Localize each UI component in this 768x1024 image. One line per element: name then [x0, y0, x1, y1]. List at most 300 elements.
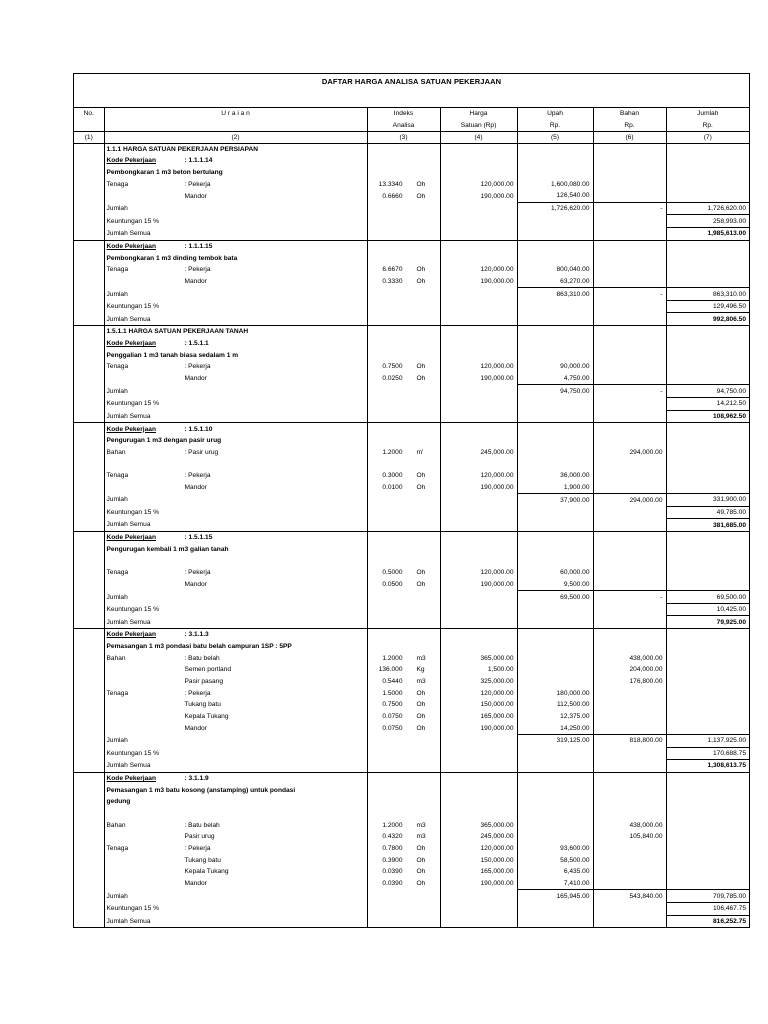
profit-label: Keuntungan 15 %: [104, 300, 367, 313]
item-price: 245,000.00: [440, 831, 517, 843]
grand-total-row: [74, 519, 749, 532]
item-index: [367, 579, 440, 591]
item-price: 165,000.00: [440, 711, 517, 723]
item-price: 120,000.00: [440, 264, 517, 276]
item-name: Mandor: [184, 581, 207, 589]
item-index: [367, 722, 440, 734]
item-row: [74, 854, 749, 866]
grand-total-row: [74, 760, 749, 773]
item-upah: [517, 652, 593, 664]
item-upah: 58,500.00: [517, 854, 593, 866]
item-group: Bahan: [106, 821, 126, 829]
unit-value: m3: [416, 833, 426, 841]
item-price: 150,000.00: [440, 699, 517, 711]
subtotal-bahan: -: [593, 202, 666, 215]
item-price: 190,000.00: [440, 190, 517, 202]
item-name: : Pasir urug: [184, 448, 219, 456]
grand-total-value: 1,985,613.00: [666, 227, 749, 240]
profit-value: 14,212.50: [666, 397, 749, 410]
item-price: 325,000.00: [440, 676, 517, 688]
index-value: 0.0500: [382, 581, 403, 589]
index-value: 0.0100: [382, 484, 403, 491]
item-name: : Pekerja: [184, 472, 211, 480]
index-value: 0.5000: [382, 569, 403, 577]
subtotal-upah: 319,125.00: [517, 734, 593, 747]
item-price: 190,000.00: [440, 878, 517, 890]
header-no: No.: [83, 110, 94, 118]
header-indeks: Indeks: [367, 108, 440, 120]
item-description: [104, 819, 367, 831]
profit-value: 49,785.00: [666, 506, 749, 519]
profit-value: 129,496.50: [666, 300, 749, 313]
col-num: (7): [666, 131, 749, 143]
subtotal-label: Jumlah: [104, 385, 367, 398]
document-title: DAFTAR HARGA ANALISA SATUAN PEKERJAAN: [321, 77, 502, 86]
item-bahan: [593, 579, 666, 591]
item-index: [367, 481, 440, 493]
item-upah: 1,600,080.00: [517, 178, 593, 190]
subtotal-row: [74, 202, 749, 215]
item-price: 365,000.00: [440, 819, 517, 831]
item-description: [104, 711, 367, 723]
index-value: 136.000: [378, 666, 403, 674]
description-row: [74, 349, 749, 361]
subtotal-bahan: 543,840.00: [593, 890, 666, 903]
unit-value: Oh: [416, 363, 426, 371]
subtotal-upah: 69,500.00: [517, 591, 593, 604]
subtotal-bahan: 818,800.00: [593, 734, 666, 747]
item-index: [367, 878, 440, 890]
item-description: [104, 831, 367, 843]
item-index: [367, 555, 440, 567]
item-name: Pasir pasang: [184, 678, 223, 685]
grand-total-label: Jumlah Semua: [104, 616, 367, 629]
item-row: [74, 264, 749, 276]
item-upah: [517, 664, 593, 676]
item-row: [74, 190, 749, 202]
subtotal-row: [74, 288, 749, 301]
item-name: Mandor: [184, 484, 207, 491]
header-upah-sub: Rp.: [517, 120, 593, 132]
unit-value: m3: [416, 678, 426, 685]
item-row: [74, 458, 749, 470]
item-name: : Pekerja: [184, 180, 211, 188]
kode-label: Kode Pekerjaan: [106, 340, 156, 348]
title-row: [74, 74, 749, 108]
grand-total-row: [74, 616, 749, 629]
header-row-2: [74, 120, 749, 132]
kode-row: [74, 338, 749, 350]
profit-row: [74, 506, 749, 519]
kode-row: [74, 155, 749, 167]
item-row: [74, 878, 749, 890]
item-price: 120,000.00: [440, 361, 517, 373]
subtotal-row: [74, 385, 749, 398]
item-bahan: [593, 699, 666, 711]
item-price: 190,000.00: [440, 481, 517, 493]
kode-row: [74, 423, 749, 435]
item-name: Semen portland: [184, 666, 232, 674]
profit-row: [74, 603, 749, 616]
col-num: (3): [367, 131, 440, 143]
index-value: 0.0750: [382, 724, 403, 732]
unit-value: Oh: [416, 581, 426, 589]
item-bahan: [593, 373, 666, 385]
item-price: 120,000.00: [440, 687, 517, 699]
item-description: [104, 878, 367, 890]
kode-row: [74, 629, 749, 641]
description-row: [74, 641, 749, 653]
item-index: [367, 373, 440, 385]
item-group: Tenaga: [106, 569, 129, 577]
kode-value: : 3.1.1.9: [184, 775, 209, 783]
item-description: [104, 470, 367, 482]
unit-value: Oh: [416, 868, 426, 876]
item-upah: [517, 458, 593, 470]
profit-label: Keuntungan 15 %: [104, 603, 367, 616]
subtotal-total: 69,500.00: [666, 591, 749, 604]
item-name: Mandor: [184, 278, 207, 286]
index-value: 0.0390: [382, 868, 403, 876]
item-bahan: [593, 722, 666, 734]
col-num: (5): [517, 131, 593, 143]
kode-value: : 1.5.1.10: [184, 425, 213, 433]
kode-value: : 3.1.1.3: [184, 631, 209, 639]
item-row: [74, 699, 749, 711]
item-bahan: [593, 264, 666, 276]
item-description: [104, 808, 367, 820]
item-price: 190,000.00: [440, 276, 517, 288]
item-bahan: [593, 866, 666, 878]
item-upah: [517, 819, 593, 831]
item-index: [367, 687, 440, 699]
section-row: [74, 143, 749, 155]
item-description: [104, 676, 367, 688]
kode-cell: [104, 338, 367, 350]
subtotal-label: Jumlah: [104, 202, 367, 215]
item-description: [104, 458, 367, 470]
item-index: [367, 843, 440, 855]
index-value: 1.5000: [382, 689, 403, 697]
item-name: Pasir urug: [184, 833, 215, 841]
profit-row: [74, 902, 749, 915]
subtotal-bahan: -: [593, 591, 666, 604]
profit-label: Keuntungan 15 %: [104, 215, 367, 228]
profit-row: [74, 300, 749, 313]
subtotal-row: [74, 890, 749, 903]
item-index: [367, 711, 440, 723]
item-bahan: [593, 687, 666, 699]
subtotal-upah: 1,726,620.00: [517, 202, 593, 215]
item-price: 190,000.00: [440, 373, 517, 385]
profit-row: [74, 747, 749, 760]
profit-value: 258,993.00: [666, 215, 749, 228]
section-title: 1.1.1 HARGA SATUAN PEKERJAAN PERSIAPAN: [104, 143, 367, 155]
kode-label: Kode Pekerjaan: [106, 534, 156, 542]
grand-total-label: Jumlah Semua: [104, 410, 367, 423]
kode-cell: [104, 629, 367, 641]
item-price: 1,500.00: [440, 664, 517, 676]
item-group: Bahan: [106, 654, 126, 662]
item-price: 365,000.00: [440, 652, 517, 664]
item-description: [104, 866, 367, 878]
analysis-sheet: [73, 73, 750, 928]
index-value: 0.7500: [382, 363, 403, 371]
grand-total-row: [74, 915, 749, 927]
kode-row: [74, 532, 749, 544]
column-number-row: [74, 131, 749, 143]
subtotal-label: Jumlah: [104, 494, 367, 507]
subtotal-upah: 165,945.00: [517, 890, 593, 903]
item-row: [74, 470, 749, 482]
item-bahan: [593, 878, 666, 890]
grand-total-label: Jumlah Semua: [104, 519, 367, 532]
item-price: [440, 808, 517, 820]
item-upah: 6,435.00: [517, 866, 593, 878]
header-harga: Harga: [440, 108, 517, 120]
item-row: [74, 361, 749, 373]
item-row: [74, 276, 749, 288]
work-description: Pengurugan 1 m3 dengan pasir urug: [104, 435, 367, 447]
item-description: [104, 481, 367, 493]
item-row: [74, 831, 749, 843]
index-value: 1.2000: [382, 654, 403, 662]
item-description: [104, 373, 367, 385]
item-row: [74, 808, 749, 820]
kode-cell: [104, 772, 367, 784]
item-upah: 7,410.00: [517, 878, 593, 890]
item-group: Tenaga: [106, 689, 129, 697]
kode-cell: [104, 423, 367, 435]
profit-value: 106,467.75: [666, 902, 749, 915]
item-upah: 14,250.00: [517, 722, 593, 734]
description-row: [74, 544, 749, 556]
item-bahan: [593, 178, 666, 190]
item-upah: [517, 555, 593, 567]
item-bahan: [593, 190, 666, 202]
item-bahan: [593, 470, 666, 482]
item-group: Tenaga: [106, 472, 129, 480]
item-upah: 180,000.00: [517, 687, 593, 699]
item-bahan: 105,840.00: [593, 831, 666, 843]
item-index: [367, 808, 440, 820]
item-name: : Batu belah: [184, 821, 220, 829]
item-index: [367, 470, 440, 482]
item-index: [367, 276, 440, 288]
item-description: [104, 652, 367, 664]
unit-value: Oh: [416, 484, 426, 491]
item-upah: 112,500.00: [517, 699, 593, 711]
col-num: (1): [74, 131, 104, 143]
item-row: [74, 866, 749, 878]
item-upah: [517, 676, 593, 688]
kode-label: Kode Pekerjaan: [106, 157, 156, 165]
item-index: [367, 178, 440, 190]
item-bahan: 204,000.00: [593, 664, 666, 676]
item-upah: 60,000.00: [517, 567, 593, 579]
kode-cell: [104, 532, 367, 544]
item-index: [367, 567, 440, 579]
unit-value: Kg: [416, 666, 425, 674]
kode-row: [74, 240, 749, 252]
item-row: [74, 555, 749, 567]
work-description: Pembongkaran 1 m3 beton bertulang: [104, 167, 367, 179]
grand-total-value: 79,925.00: [666, 616, 749, 629]
work-description: Pembongkaran 1 m3 dinding tembok bata: [104, 252, 367, 264]
col-num: (6): [593, 131, 666, 143]
index-value: 0.3900: [382, 856, 403, 864]
subtotal-label: Jumlah: [104, 734, 367, 747]
item-index: [367, 854, 440, 866]
profit-row: [74, 215, 749, 228]
item-description: [104, 687, 367, 699]
header-uraian: U r a i a n: [104, 108, 367, 120]
item-bahan: [593, 458, 666, 470]
item-description: [104, 699, 367, 711]
item-description: [104, 567, 367, 579]
item-index: [367, 699, 440, 711]
item-group: Tenaga: [106, 844, 129, 852]
kode-value: : 1.5.1.15: [184, 534, 213, 542]
price-analysis-table: [74, 108, 749, 927]
unit-value: m3: [416, 654, 426, 662]
subtotal-total: 94,750.00: [666, 385, 749, 398]
profit-label: Keuntungan 15 %: [104, 506, 367, 519]
profit-label: Keuntungan 15 %: [104, 747, 367, 760]
description-row: [74, 796, 749, 808]
item-description: [104, 579, 367, 591]
grand-total-label: Jumlah Semua: [104, 227, 367, 240]
unit-value: Oh: [416, 689, 426, 697]
subtotal-total: 1,726,620.00: [666, 202, 749, 215]
subtotal-total: 331,900.00: [666, 494, 749, 507]
item-bahan: [593, 555, 666, 567]
item-name: Mandor: [184, 375, 207, 383]
item-upah: 4,750.00: [517, 373, 593, 385]
item-row: [74, 711, 749, 723]
item-price: 150,000.00: [440, 854, 517, 866]
item-price: [440, 555, 517, 567]
item-index: [367, 652, 440, 664]
item-bahan: [593, 711, 666, 723]
header-row-1: [74, 108, 749, 120]
unit-value: Oh: [416, 472, 426, 480]
item-row: [74, 567, 749, 579]
item-row: [74, 687, 749, 699]
item-description: [104, 178, 367, 190]
grand-total-value: 1,308,613.75: [666, 760, 749, 773]
description-row: [74, 252, 749, 264]
item-description: [104, 361, 367, 373]
item-row: [74, 481, 749, 493]
profit-row: [74, 397, 749, 410]
header-jumlah: Jumlah: [666, 108, 749, 120]
subtotal-bahan: 294,000.00: [593, 494, 666, 507]
item-index: [367, 831, 440, 843]
item-price: 120,000.00: [440, 178, 517, 190]
description-row: [74, 167, 749, 179]
item-description: [104, 555, 367, 567]
unit-value: Oh: [416, 569, 426, 577]
subtotal-row: [74, 591, 749, 604]
item-name: Mandor: [184, 192, 207, 200]
item-price: 120,000.00: [440, 567, 517, 579]
kode-cell: [104, 240, 367, 252]
description-row: [74, 435, 749, 447]
header-indeks-sub: Analisa: [367, 120, 440, 132]
item-bahan: 438,000.00: [593, 819, 666, 831]
unit-value: Oh: [416, 278, 426, 286]
item-bahan: [593, 808, 666, 820]
subtotal-label: Jumlah: [104, 591, 367, 604]
kode-value: : 1.1.1.15: [184, 242, 213, 250]
item-bahan: [593, 481, 666, 493]
item-group: Bahan: [106, 448, 126, 456]
index-value: 0.4320: [382, 833, 403, 841]
item-row: [74, 664, 749, 676]
unit-value: Oh: [416, 266, 426, 274]
table-body: [74, 143, 749, 927]
item-description: [104, 264, 367, 276]
item-price: 190,000.00: [440, 579, 517, 591]
unit-value: Oh: [416, 880, 426, 888]
item-name: Kepala Tukang: [184, 868, 229, 876]
item-description: [104, 854, 367, 866]
unit-value: m3: [416, 821, 426, 829]
index-value: 0.3000: [382, 472, 403, 480]
item-bahan: [593, 276, 666, 288]
index-value: 0.0750: [382, 712, 403, 720]
item-bahan: 294,000.00: [593, 447, 666, 459]
item-row: [74, 447, 749, 459]
subtotal-total: 1,137,925.00: [666, 734, 749, 747]
work-description: Pemasangan 1 m3 pondasi batu belah campuran 1SP : 5PP: [104, 641, 367, 653]
header-bahan-sub: Rp.: [593, 120, 666, 132]
item-description: [104, 843, 367, 855]
index-value: 0.7800: [382, 844, 403, 852]
item-price: 165,000.00: [440, 866, 517, 878]
subtotal-upah: 94,750.00: [517, 385, 593, 398]
item-bahan: [593, 843, 666, 855]
work-description: gedung: [104, 796, 367, 808]
kode-label: Kode Pekerjaan: [106, 242, 156, 250]
item-price: [440, 458, 517, 470]
unit-value: Oh: [416, 856, 426, 864]
grand-total-row: [74, 227, 749, 240]
item-index: [367, 264, 440, 276]
item-name: : Pekerja: [184, 266, 211, 274]
grand-total-value: 108,962.50: [666, 410, 749, 423]
subtotal-upah: 863,310.00: [517, 288, 593, 301]
item-upah: [517, 808, 593, 820]
item-description: [104, 722, 367, 734]
index-value: 1.2000: [382, 448, 403, 456]
col-num: (4): [440, 131, 517, 143]
item-group: Tenaga: [106, 363, 129, 371]
item-group: Tenaga: [106, 266, 129, 274]
unit-value: m': [416, 448, 424, 456]
grand-total-row: [74, 313, 749, 326]
profit-value: 170,688.75: [666, 747, 749, 760]
grand-total-value: 992,806.50: [666, 313, 749, 326]
kode-label: Kode Pekerjaan: [106, 775, 156, 783]
item-row: [74, 819, 749, 831]
unit-value: Oh: [416, 724, 426, 732]
subtotal-total: 709,785.00: [666, 890, 749, 903]
item-name: Tukang batu: [184, 701, 221, 709]
item-index: [367, 190, 440, 202]
item-row: [74, 843, 749, 855]
